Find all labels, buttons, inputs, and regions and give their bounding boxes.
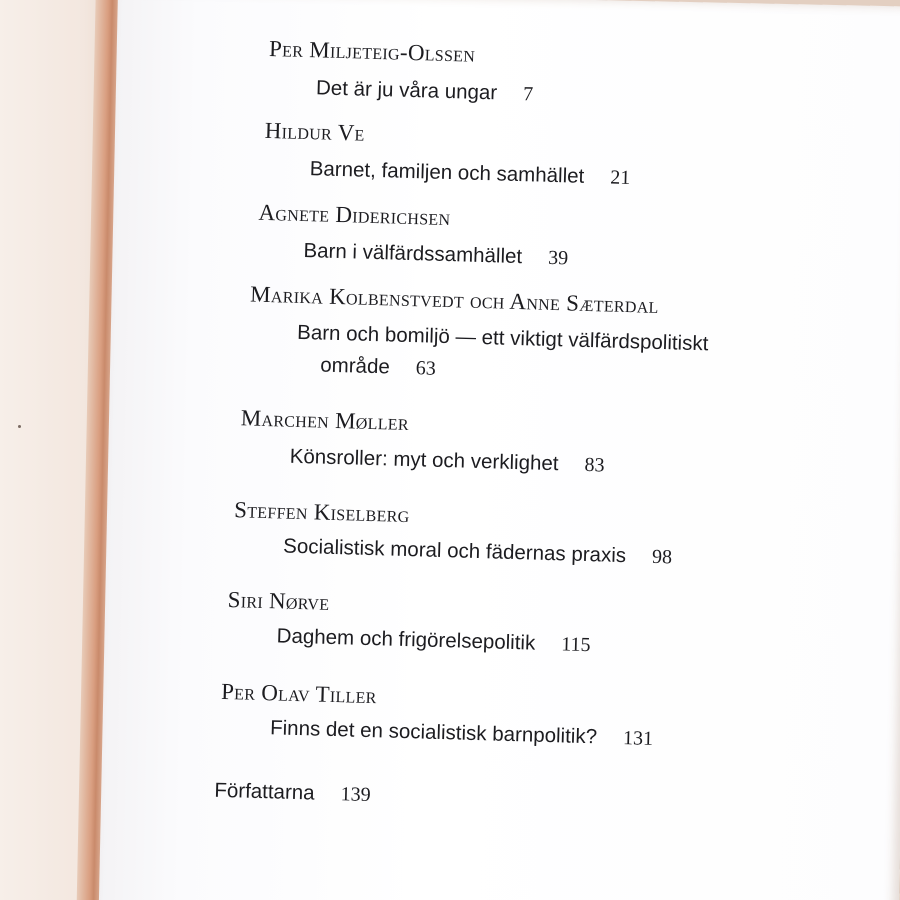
toc-page-number: 83 — [584, 453, 605, 477]
toc-title-text: Finns det en socialistisk barnpolitik? — [269, 716, 598, 749]
toc-page-number: 63 — [415, 357, 437, 380]
toc-page-number: 21 — [609, 166, 631, 190]
toc-title-text: Daghem och frigörelsepolitik — [276, 624, 536, 655]
toc-title — [316, 76, 534, 106]
toc-title-text: Könsroller: myt och verklighet — [289, 444, 559, 476]
toc-author: Per Olav Tiller — [220, 678, 378, 709]
toc-author: Per Miljeteig-Olssen — [268, 35, 476, 67]
toc-author: Steffen Kiselberg — [233, 497, 410, 528]
toc-title-continued — [320, 354, 436, 381]
toc-title-text: Det är ju våra ungar — [315, 76, 498, 105]
toc-author: Marika Kolbenstvedt och Anne Sæterdal — [249, 281, 660, 318]
toc-closing — [214, 779, 371, 807]
toc-title — [276, 624, 590, 657]
toc-title-text: område — [319, 353, 391, 379]
toc-title-text: Barn och bomiljö — ett viktigt välfärdspolitiskt — [296, 320, 709, 356]
toc-title — [270, 716, 654, 751]
toc-author: Hildur Ve — [264, 117, 366, 146]
toc-page-number: 131 — [622, 727, 654, 750]
toc-closing-label: Författarna — [214, 778, 315, 805]
toc-page-number: 139 — [340, 783, 371, 807]
toc-author: Marchen Møller — [240, 405, 410, 435]
toc-page-number: 7 — [522, 83, 534, 106]
toc-title — [283, 535, 672, 570]
toc-title — [297, 321, 709, 356]
toc-title-text: Barn i välfärdssamhället — [303, 238, 523, 269]
toc-page-number: 115 — [560, 633, 591, 657]
toc-title — [303, 239, 568, 270]
toc-title — [289, 445, 604, 478]
toc-page-number: 39 — [547, 246, 569, 270]
toc-page-number: 98 — [651, 545, 673, 569]
toc-title-text: Barnet, familjen och samhället — [309, 157, 585, 188]
toc-title-text: Socialistisk moral och fädernas praxis — [282, 534, 627, 568]
toc-title — [309, 157, 630, 190]
toc-author: Siri Nørve — [227, 587, 330, 615]
toc-author: Agnete Diderichsen — [258, 199, 451, 231]
